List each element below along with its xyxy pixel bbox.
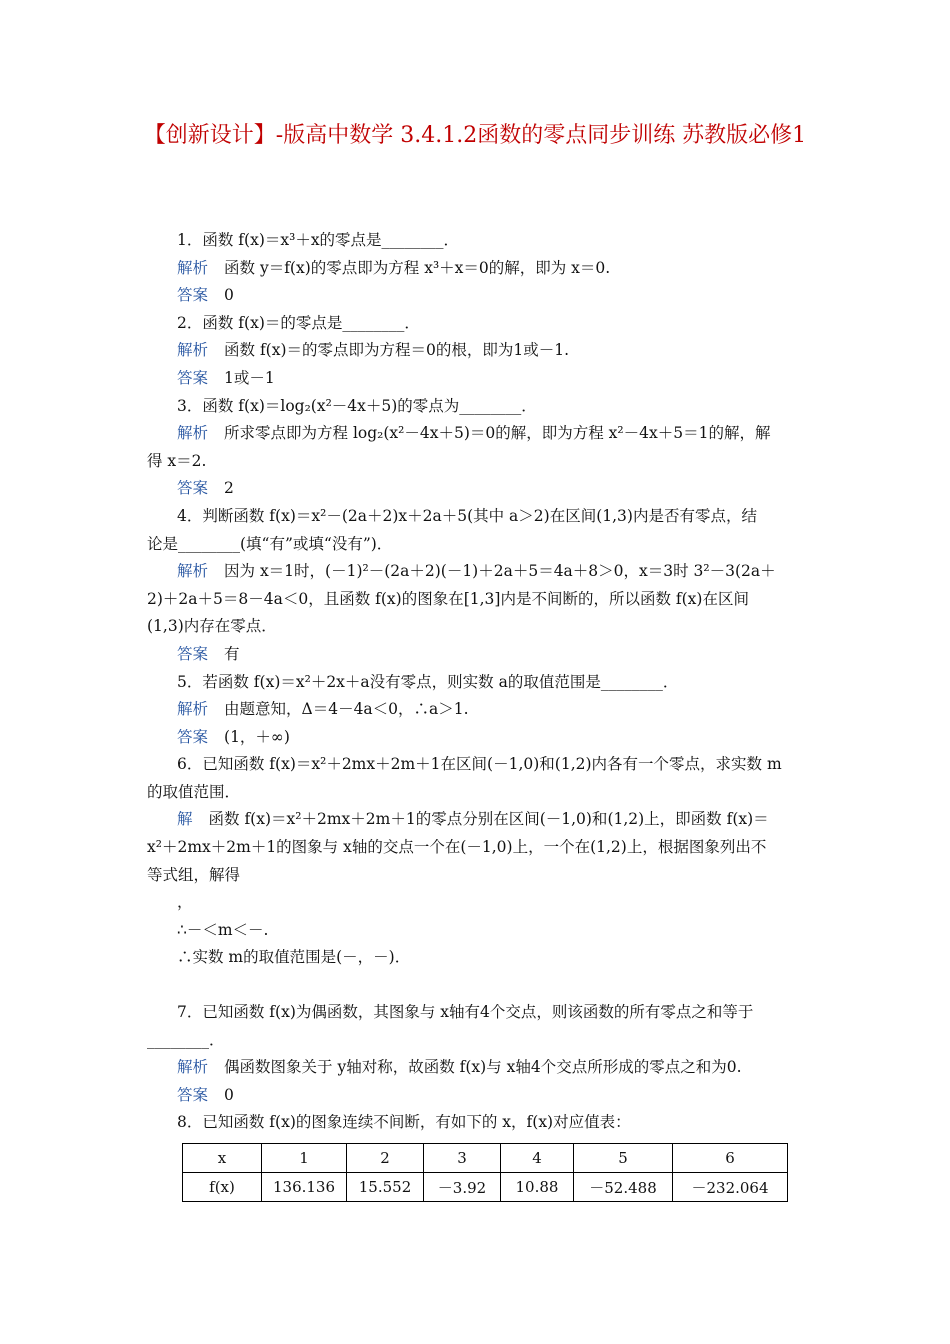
q7-answer [147, 1082, 807, 1110]
answer-label: 答案 [177, 727, 209, 746]
analysis-label: 解析 [177, 562, 209, 581]
q6-question-cont: 的取值范围． [147, 782, 241, 801]
table-row [183, 1144, 788, 1173]
section-gap [147, 972, 807, 999]
solution-label: 解 [177, 810, 193, 829]
q1-analysis-text: 函数 y＝f(x)的零点即为方程 x³＋x＝0的解，即为 x＝0. [224, 258, 611, 277]
q6-line-5: ∴－＜m＜－. [177, 920, 269, 939]
table-row [183, 1173, 788, 1202]
q3-analysis-cont: 得 x＝2. [147, 451, 207, 470]
table-cell: －52.488 [574, 1173, 673, 1202]
q5-analysis [147, 696, 807, 724]
q8-question: 8．已知函数 f(x)的图象连续不间断，有如下的 x，f(x)对应值表： [177, 1113, 631, 1132]
q1-answer [147, 282, 807, 310]
q6-solution-text: 函数 f(x)＝x²＋2mx＋2m＋1的零点分别在区间(－1,0)和(1,2)上，即函数 f(x)＝ [208, 810, 769, 829]
q7-question: 7．已知函数 f(x)为偶函数，其图象与 x轴有4个交点，则该函数的所有零点之和等于 [177, 1003, 754, 1022]
table-cell: 136.136 [262, 1173, 347, 1202]
table-cell: －3.92 [424, 1173, 501, 1202]
q5-question: 5．若函数 f(x)＝x²＋2x＋a没有零点，则实数 a的取值范围是________． [177, 672, 679, 691]
q1-question: 1．函数 f(x)＝x³＋x的零点是________． [177, 231, 460, 249]
q7-analysis-text: 偶函数图象关于 y轴对称，故函数 f(x)与 x轴4个交点所形成的零点之和为0. [224, 1058, 742, 1077]
table-cell: 6 [673, 1144, 788, 1173]
q7-analysis [147, 1054, 807, 1082]
table-cell: 2 [347, 1144, 424, 1173]
q4-answer [147, 641, 807, 669]
table-header-cell: f(x) [183, 1173, 262, 1202]
table-cell: 15.552 [347, 1173, 424, 1202]
value-table [182, 1143, 788, 1202]
table-cell: －232.064 [673, 1173, 788, 1202]
q6-solution [147, 806, 807, 834]
q6-line-6: ∴实数 m的取值范围是(－，－)． [177, 948, 411, 967]
q4-question-cont: 论是________(填“有”或填“没有”)． [147, 534, 393, 553]
q3-answer-text: 2 [224, 479, 234, 498]
answer-label: 答案 [177, 1085, 209, 1104]
q1-analysis [147, 255, 807, 283]
q4-analysis-cont-2: (1,3)内存在零点． [147, 617, 277, 636]
table-header-cell: x [183, 1144, 262, 1173]
analysis-label: 解析 [177, 341, 209, 360]
table-cell: 10.88 [501, 1173, 574, 1202]
table-cell: 4 [501, 1144, 574, 1173]
q5-answer [147, 724, 807, 752]
q3-question: 3．函数 f(x)＝log₂(x²－4x＋5)的零点为________． [177, 396, 537, 415]
q4-analysis [147, 558, 807, 586]
q6-solution-cont-1: x²＋2mx＋2m＋1的图象与 x轴的交点一个在(－1,0)上，一个在(1,2)上，根据图象列出不 [147, 838, 767, 857]
table-cell: 5 [574, 1144, 673, 1173]
q6-line-4: ， [177, 893, 193, 912]
answer-label: 答案 [177, 368, 209, 387]
q7-question-cont: ________． [147, 1030, 225, 1049]
q4-analysis-text: 因为 x＝1时，(－1)²－(2a＋2)(－1)＋2a＋5＝4a＋8＞0，x＝3时 3²－3(2a＋ [224, 562, 776, 581]
q6-question: 6．已知函数 f(x)＝x²＋2mx＋2m＋1在区间(－1,0)和(1,2)内各有一个零点，求实数 m [177, 755, 782, 774]
answer-label: 答案 [177, 479, 209, 498]
document-body [147, 227, 807, 1202]
q5-answer-text: (1，＋∞) [224, 727, 290, 746]
table-cell: 1 [262, 1144, 347, 1173]
q2-answer-text: 1或－1 [224, 368, 275, 387]
q7-answer-text: 0 [224, 1085, 234, 1104]
q2-analysis-text: 函数 f(x)＝的零点即为方程＝0的根，即为1或－1. [224, 341, 570, 360]
document-title: 【创新设计】-版高中数学 3.4.1.2函数的零点同步训练 苏教版必修1 [143, 123, 807, 148]
analysis-label: 解析 [177, 1058, 209, 1077]
q2-analysis [147, 337, 807, 365]
analysis-label: 解析 [177, 258, 209, 277]
q6-solution-cont-2: 等式组，解得 [147, 865, 241, 884]
analysis-label: 解析 [177, 700, 209, 719]
table-cell: 3 [424, 1144, 501, 1173]
q5-analysis-text: 由题意知，Δ＝4－4a＜0，∴a＞1. [224, 700, 469, 719]
q4-question: 4．判断函数 f(x)＝x²－(2a＋2)x＋2a＋5(其中 a＞2)在区间(1,3)内是否有零点，结 [177, 506, 757, 525]
q1-answer-text: 0 [224, 286, 234, 305]
q2-answer [147, 365, 807, 393]
analysis-label: 解析 [177, 424, 209, 443]
q4-answer-text: 有 [224, 644, 240, 663]
q3-analysis-text: 所求零点即为方程 log₂(x²－4x＋5)＝0的解，即为方程 x²－4x＋5＝1的解，解 [224, 424, 771, 443]
q3-analysis [147, 420, 807, 448]
q3-answer [147, 475, 807, 503]
answer-label: 答案 [177, 286, 209, 305]
q2-question: 2．函数 f(x)＝的零点是________． [177, 313, 420, 332]
q4-analysis-cont-1: 2)＋2a＋5＝8－4a＜0，且函数 f(x)的图象在[1,3]内是不间断的，所以函数 f(x)在区间 [147, 589, 749, 608]
answer-label: 答案 [177, 644, 209, 663]
